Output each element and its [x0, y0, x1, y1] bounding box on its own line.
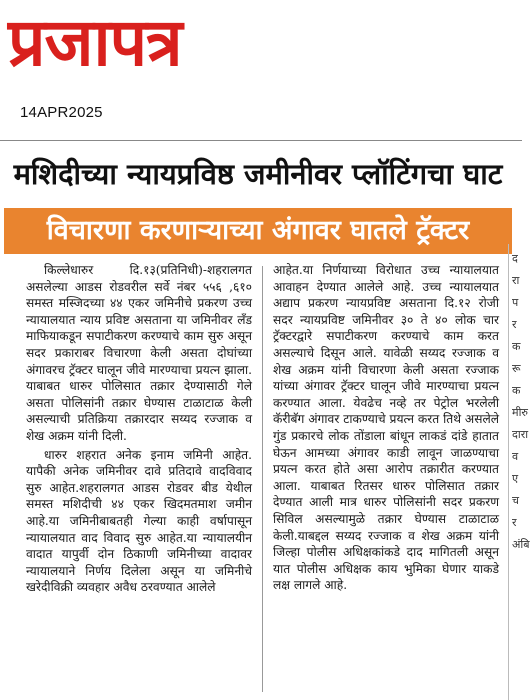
article-column-left: [26, 262, 252, 596]
headline-top-rule: [0, 140, 522, 141]
article-column-right: [273, 262, 499, 594]
publication-date: 14APR2025: [20, 104, 103, 121]
newspaper-masthead: प्रजापत्र: [8, 3, 182, 81]
article-headline: मशिदीच्या न्यायप्रविष्ठ जमीनीवर प्लॉटिंगचा घाट: [13, 157, 503, 191]
article-paragraph: किल्लेधारुर दि.१३(प्रतिनिधी)-शहरालगत असलेल्या आडस रोडवरील सर्वे नंबर ५५६ ,६१० समस्त मस्जिदच्या ४४ एकर जमिनीचे प्रकरण उच्च न्यायालयात न्याय प्रविष्ट असताना या जमिनीवर लँड माफियाकडून सपाटीकरण करण्याचे काम सुरु असून सदर प्रकाराबर विचारणा केली असता दोघांच्या अंगावरच ट्रॅक्टर घालून जीवे मारण्याचा प्रयत्न झाला. याबाबत धारुर पोलिसात तक्रार देण्यासाठी गेले असता पोलिसांनी तक्रार घेण्यास टाळाटाळ केली असल्याची प्रतिक्रिया तक्रारदार सय्यद रज्जाक व शेख अक्रम यांनी दिली.: [26, 263, 252, 443]
column-divider: [262, 266, 263, 692]
article-paragraph: धारुर शहरात अनेक इनाम जमिनी आहेत. यापैकी अनेक जमिनीवर दावे प्रतिदावे वादविवाद सुरु आहेत.शहरालगत आडस रोडवर बीड येथील समस्त मशिदीची ४४ एकर खिदमतमाश जमीन आहे.या जमिनीबाबतही गेल्या काही वर्षापासून न्यायालयात वाद विवाद सुरु आहेत.या न्यायालयीन वादात यापुर्वी दोन ठिकाणी जमिनीच्या वादावर न्यायालयाने निर्णय दिलेला असून या जमिनीचे खरेदीविक्री व्यवहार अवैध ठरवण्यात आलेले: [26, 447, 252, 595]
article-paragraph: आहेत.या निर्णयाच्या विरोधात उच्च न्यायालयात आवाहन देण्यात आलेले आहे. उच्च न्यायालयात अद्याप प्रकरण न्यायप्रविष्ट असताना दि.१२ रोजी सदर न्यायप्रविष्ट जमिनीवर ३० ते ४० लोक चार ट्रॅक्टरद्वारे सपाटीकरण करण्याचे काम करत असल्याचे दिसून आले. यावेळी सय्यद रज्जाक व शेख अक्रम यांनी विचारणा केली असता रज्जाक यांच्या अंगावर ट्रॅक्टर घालून जीवे मारण्याचा प्रयत्न करण्यात आला. येवढेच नव्हे तर पेट्रोल भरलेली कॅरीबॅग अंगावर टाकण्याचे प्रयत्न करत तिथे असलेले गुंड प्रकारचे लोक तोंडाला बांधून लाकडं दांडे हातात घेऊन आमच्या अंगावर काडी लावून जाळण्याचा प्रयत्न करत होते असा आरोप तक्रारीत करण्यात आला. याबाबत रितसर धारुर पोलिसात तक्रार देण्यात आली मात्र धारुर पोलिसांनी सदर प्रकरण सिविल असल्यामुळे तक्रार घेण्यास टाळाटाळ केली.याबद्दल सय्यद रज्जाक व शेख अक्रम यांनी जिल्हा पोलीस अधिक्षकांकडे दाद मागितली असून यात पोलीस अधिक्षक काय भुमिका घेणार याकडे लक्ष लागले आहे.: [273, 263, 499, 593]
adjacent-article-fragment: दरा पर करू कमीरु दाराव एचरअंबि: [512, 252, 530, 551]
article-subheadline: विचारणा करणाऱ्याच्या अंगावर घातले ट्रॅक्टर: [46, 215, 470, 246]
adjacent-article-rule: [508, 244, 509, 700]
